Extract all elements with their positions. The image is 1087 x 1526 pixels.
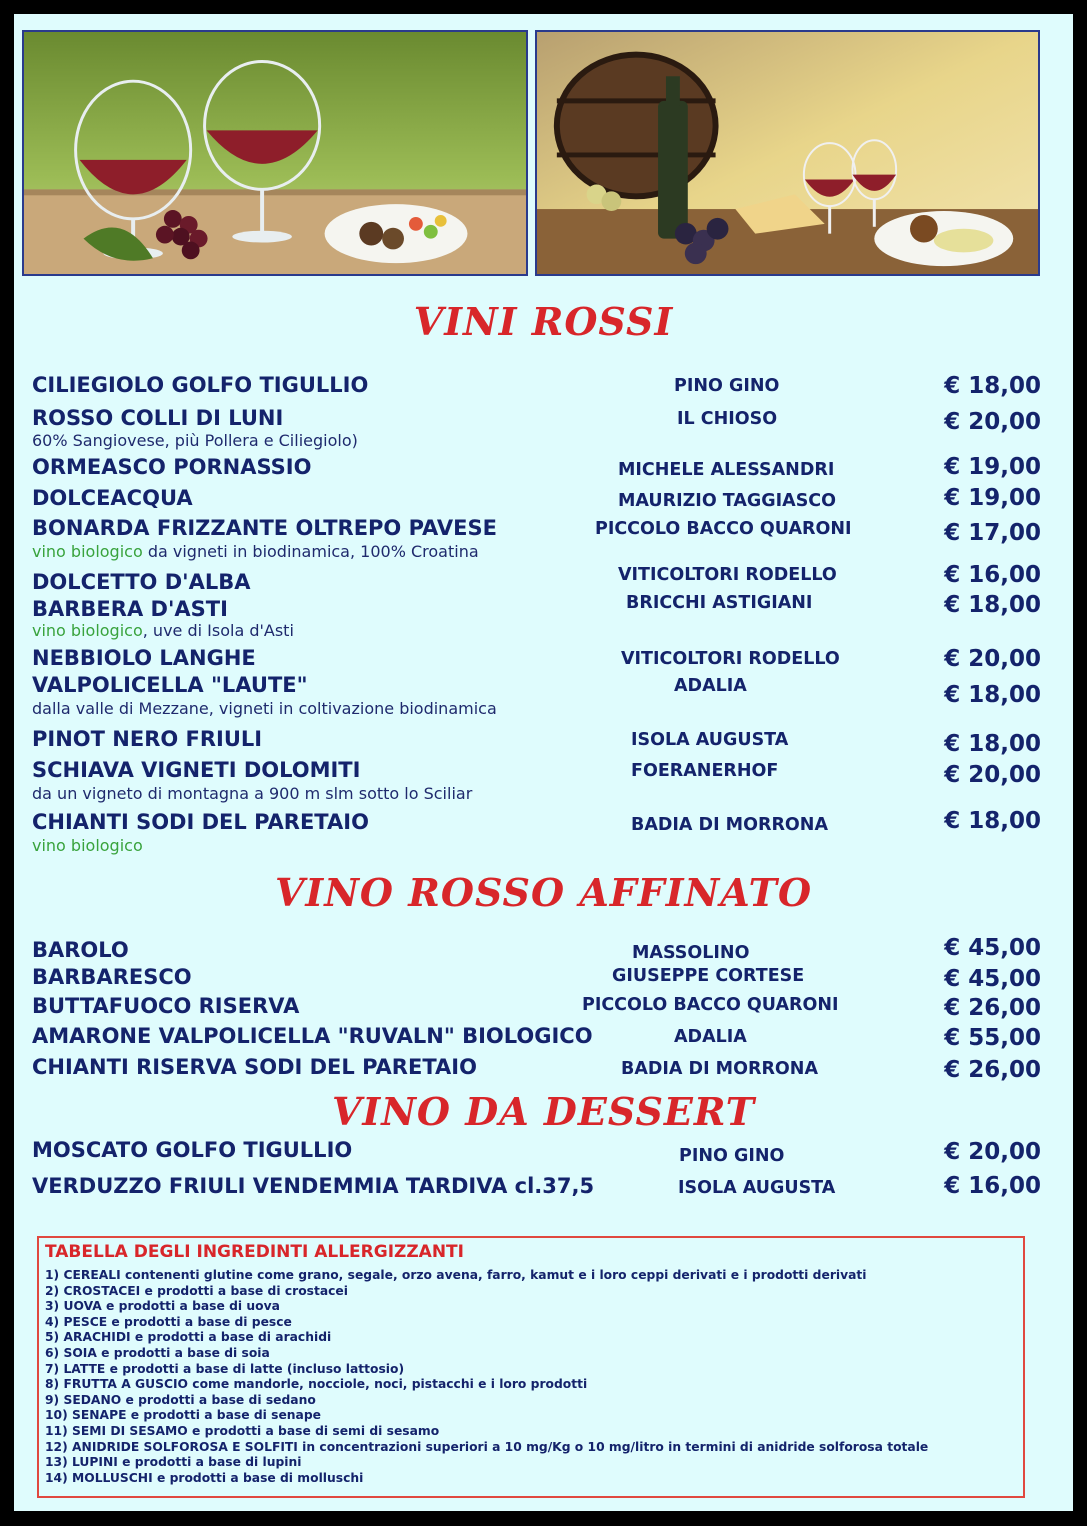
wine-name: CHIANTI RISERVA SODI DEL PARETAIO [32,1055,477,1079]
wine-price: € 20,00 [944,646,1041,672]
allergen-table [37,1236,1025,1498]
allergen-item: 1) CEREALI contenenti glutine come grano, segale, orzo avena, farro, kamut e i loro ceppi derivati e i prodotti derivati [45,1268,867,1282]
wine-price: € 16,00 [944,562,1041,588]
wine-barrel-photo [535,30,1040,276]
wine-note: da un vigneto di montagna a 900 m slm sotto lo Sciliar [32,784,473,803]
wine-price: € 18,00 [944,731,1041,757]
wine-name: BAROLO [32,938,129,962]
wine-price: € 16,00 [944,1173,1041,1199]
wine-price: € 26,00 [944,995,1041,1021]
allergen-item: 8) FRUTTA A GUSCIO come mandorle, nocciole, noci, pistacchi e i loro prodotti [45,1377,588,1392]
wine-price: € 45,00 [944,935,1041,961]
allergen-item: 10) SENAPE e prodotti a base di senape [45,1408,321,1423]
wine-name: VALPOLICELLA "LAUTE" [32,673,308,697]
section-title-vini-rossi: VINI ROSSI [413,299,674,344]
wine-price: € 26,00 [944,1057,1041,1083]
wine-name: BONARDA FRIZZANTE OLTREPO PAVESE [32,516,497,540]
wine-price: € 20,00 [944,762,1041,788]
wine-producer: PICCOLO BACCO QUARONI [595,519,852,539]
wine-name: SCHIAVA VIGNETI DOLOMITI [32,758,361,782]
wine-glasses-photo [22,30,528,276]
wine-producer: PINO GINO [679,1146,785,1166]
wine-producer: VITICOLTORI RODELLO [618,565,837,585]
wine-price: € 20,00 [944,1139,1041,1165]
wine-name: CILIEGIOLO GOLFO TIGULLIO [32,373,369,397]
wine-producer: BADIA DI MORRONA [621,1059,818,1079]
wine-producer: PICCOLO BACCO QUARONI [582,995,839,1015]
wine-note-text: , uve di Isola d'Asti [142,621,294,640]
wine-name: VERDUZZO FRIULI VENDEMMIA TARDIVA cl.37,5 [32,1174,595,1198]
wine-name: AMARONE VALPOLICELLA "RUVALN" BIOLOGICO [32,1024,593,1048]
wine-producer: PINO GINO [674,376,780,396]
wine-note: 60% Sangiovese, più Pollera e Ciliegiolo) [32,431,358,450]
allergen-item: 6) SOIA e prodotti a base di soia [45,1345,270,1360]
wine-producer: MICHELE ALESSANDRI [618,460,835,480]
allergen-item: 11) SEMI DI SESAMO e prodotti a base di semi di sesamo [45,1423,440,1438]
wine-price: € 18,00 [944,808,1041,834]
organic-label: vino biologico [32,836,143,855]
wine-price: € 20,00 [944,409,1041,435]
wine-producer: ADALIA [674,1027,747,1047]
wine-producer: BRICCHI ASTIGIANI [626,593,813,613]
wine-note [32,836,143,855]
wine-name: NEBBIOLO LANGHE [32,646,256,670]
wine-name: ROSSO COLLI DI LUNI [32,406,284,430]
wine-price: € 55,00 [944,1025,1041,1051]
allergen-item: 12) ANIDRIDE SOLFOROSA E SOLFITI in concentrazioni superiori a 10 mg/Kg o 10 mg/litro in termini di anidride solforosa totale [45,1439,929,1454]
wine-price: € 17,00 [944,520,1041,546]
wine-producer: BADIA DI MORRONA [631,815,828,835]
menu-page [14,14,1073,1511]
wine-producer: ADALIA [674,676,747,696]
wine-name: MOSCATO GOLFO TIGULLIO [32,1138,353,1162]
allergen-table-title: TABELLA DEGLI INGREDINTI ALLERGIZZANTI [45,1242,464,1262]
organic-label: vino biologico [32,621,143,640]
allergen-item: 7) LATTE e prodotti a base di latte (incluso lattosio) [45,1361,405,1376]
wine-note [32,621,294,640]
wine-name: BUTTAFUOCO RISERVA [32,994,300,1018]
wine-note-text: da vigneti in biodinamica, 100% Croatina [142,542,479,561]
wine-producer: GIUSEPPE CORTESE [612,966,805,986]
wine-producer: MASSOLINO [632,943,750,963]
wine-price: € 19,00 [944,485,1041,511]
organic-label: vino biologico [32,542,143,561]
wine-name: BARBERA D'ASTI [32,597,228,621]
wine-price: € 18,00 [944,682,1041,708]
wine-producer: IL CHIOSO [677,409,778,429]
wine-producer: ISOLA AUGUSTA [631,730,789,750]
wine-price: € 18,00 [944,592,1041,618]
allergen-item: 5) ARACHIDI e prodotti a base di arachidi [45,1330,332,1345]
wine-price: € 45,00 [944,966,1041,992]
allergen-item: 13) LUPINI e prodotti a base di lupini [45,1455,302,1470]
wine-note [32,542,479,561]
wine-name: PINOT NERO FRIULI [32,727,263,751]
wine-price: € 18,00 [944,373,1041,399]
wine-price: € 19,00 [944,454,1041,480]
wine-producer: ISOLA AUGUSTA [678,1178,836,1198]
allergen-item: 9) SEDANO e prodotti a base di sedano [45,1392,316,1407]
allergen-item: 3) UOVA e prodotti a base di uova [45,1299,280,1314]
wine-name: BARBARESCO [32,965,192,989]
wine-name: ORMEASCO PORNASSIO [32,455,312,479]
wine-name: DOLCEACQUA [32,486,193,510]
allergen-item: 4) PESCE e prodotti a base di pesce [45,1314,292,1329]
allergen-item: 2) CROSTACEI e prodotti a base di crostacei [45,1283,348,1298]
wine-note: dalla valle di Mezzane, vigneti in coltivazione biodinamica [32,699,497,718]
allergen-item: 14) MOLLUSCHI e prodotti a base di molluschi [45,1470,364,1485]
section-title-vino-da-dessert: VINO DA DESSERT [331,1089,756,1134]
wine-name: DOLCETTO D'ALBA [32,570,251,594]
wine-name: CHIANTI SODI DEL PARETAIO [32,810,369,834]
wine-producer: MAURIZIO TAGGIASCO [618,491,837,511]
wine-producer: FOERANERHOF [631,761,779,781]
wine-producer: VITICOLTORI RODELLO [621,649,840,669]
section-title-vino-rosso-affinato: VINO ROSSO AFFINATO [274,870,813,915]
